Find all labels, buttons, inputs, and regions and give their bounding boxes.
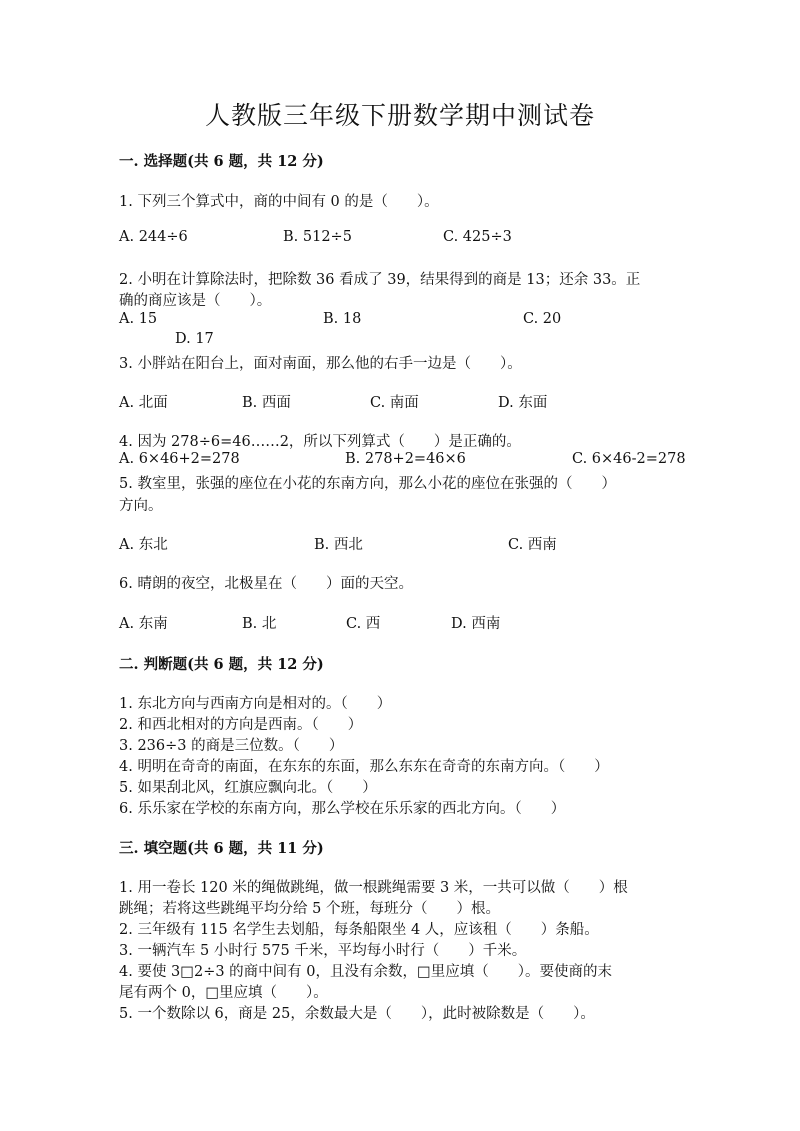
statement-text: 4. 明明在奇奇的南面，在东东的东面，那么东东在奇奇的东南方向。（ ）	[119, 759, 609, 775]
fill-text: 跳绳；若将这些跳绳平均分给 5 个班，每班分（ ）根。	[119, 901, 500, 917]
fill-text: 尾有两个 0，□里应填（ ）。	[119, 985, 328, 1001]
option-d: D. 17	[175, 331, 214, 347]
fill-text: 5. 一个数除以 6，商是 25，余数最大是（ ），此时被除数是（ ）。	[119, 1006, 595, 1022]
question-text: 2. 小明在计算除法时，把除数 36 看成了 39，结果得到的商是 13；还余 33。正	[119, 272, 641, 288]
option-d: D. 东面	[498, 395, 548, 411]
option-c: C. 南面	[370, 395, 419, 411]
fill-text: 4. 要使 3□2÷3 的商中间有 0，且没有余数，□里应填（ ）。要使商的末	[119, 964, 612, 980]
question-text: 确的商应该是（ ）。	[119, 293, 272, 309]
option-b: B. 西面	[242, 395, 291, 411]
fill-text: 1. 用一卷长 120 米的绳做跳绳，做一根跳绳需要 3 米，一共可以做（ ）根	[119, 880, 628, 896]
option-a: A. 东北	[119, 537, 168, 553]
question-text: 4. 因为 278÷6=46……2，所以下列算式（ ）是正确的。	[119, 434, 521, 450]
option-c: C. 西南	[508, 537, 557, 553]
statement-text: 2. 和西北相对的方向是西南。（ ）	[119, 717, 363, 733]
question-text: 1. 下列三个算式中，商的中间有 0 的是（ ）。	[119, 194, 439, 210]
question-text: 3. 小胖站在阳台上，面对南面，那么他的右手一边是（ ）。	[119, 356, 522, 372]
option-b: B. 18	[323, 311, 362, 327]
option-b: B. 278+2=46×6	[345, 451, 466, 467]
option-b: B. 512÷5	[283, 229, 352, 245]
statement-text: 6. 乐乐家在学校的东南方向，那么学校在乐乐家的西北方向。（ ）	[119, 801, 566, 817]
statement-text: 1. 东北方向与西南方向是相对的。（ ）	[119, 696, 392, 712]
option-c: C. 425÷3	[443, 229, 512, 245]
option-a: A. 244÷6	[119, 229, 188, 245]
statement-text: 5. 如果刮北风，红旗应飘向北。（ ）	[119, 780, 377, 796]
section-heading-choice: 一. 选择题(共 6 题，共 12 分)	[119, 153, 324, 170]
question-text: 6. 晴朗的夜空，北极星在（ ）面的天空。	[119, 576, 413, 592]
option-a: A. 6×46+2=278	[119, 451, 240, 467]
option-a: A. 北面	[119, 395, 168, 411]
statement-text: 3. 236÷3 的商是三位数。（ ）	[119, 738, 344, 754]
option-a: A. 15	[119, 311, 158, 327]
fill-text: 3. 一辆汽车 5 小时行 575 千米，平均每小时行（ ）千米。	[119, 943, 527, 959]
option-b: B. 北	[242, 616, 277, 632]
section-heading-judge: 二. 判断题(共 6 题，共 12 分)	[119, 656, 324, 673]
option-a: A. 东南	[119, 616, 168, 632]
option-c: C. 6×46-2=278	[572, 451, 686, 467]
option-d: D. 西南	[451, 616, 501, 632]
page-title: 人教版三年级下册数学期中测试卷	[204, 101, 595, 130]
option-c: C. 西	[346, 616, 381, 632]
section-heading-fill: 三. 填空题(共 6 题，共 11 分)	[119, 840, 324, 857]
question-text: 方向。	[119, 498, 163, 514]
option-b: B. 西北	[314, 537, 363, 553]
fill-text: 2. 三年级有 115 名学生去划船，每条船限坐 4 人，应该租（ ）条船。	[119, 922, 599, 938]
question-text: 5. 教室里，张强的座位在小花的东南方向，那么小花的座位在张强的（ ）	[119, 476, 616, 492]
option-c: C. 20	[523, 311, 562, 327]
